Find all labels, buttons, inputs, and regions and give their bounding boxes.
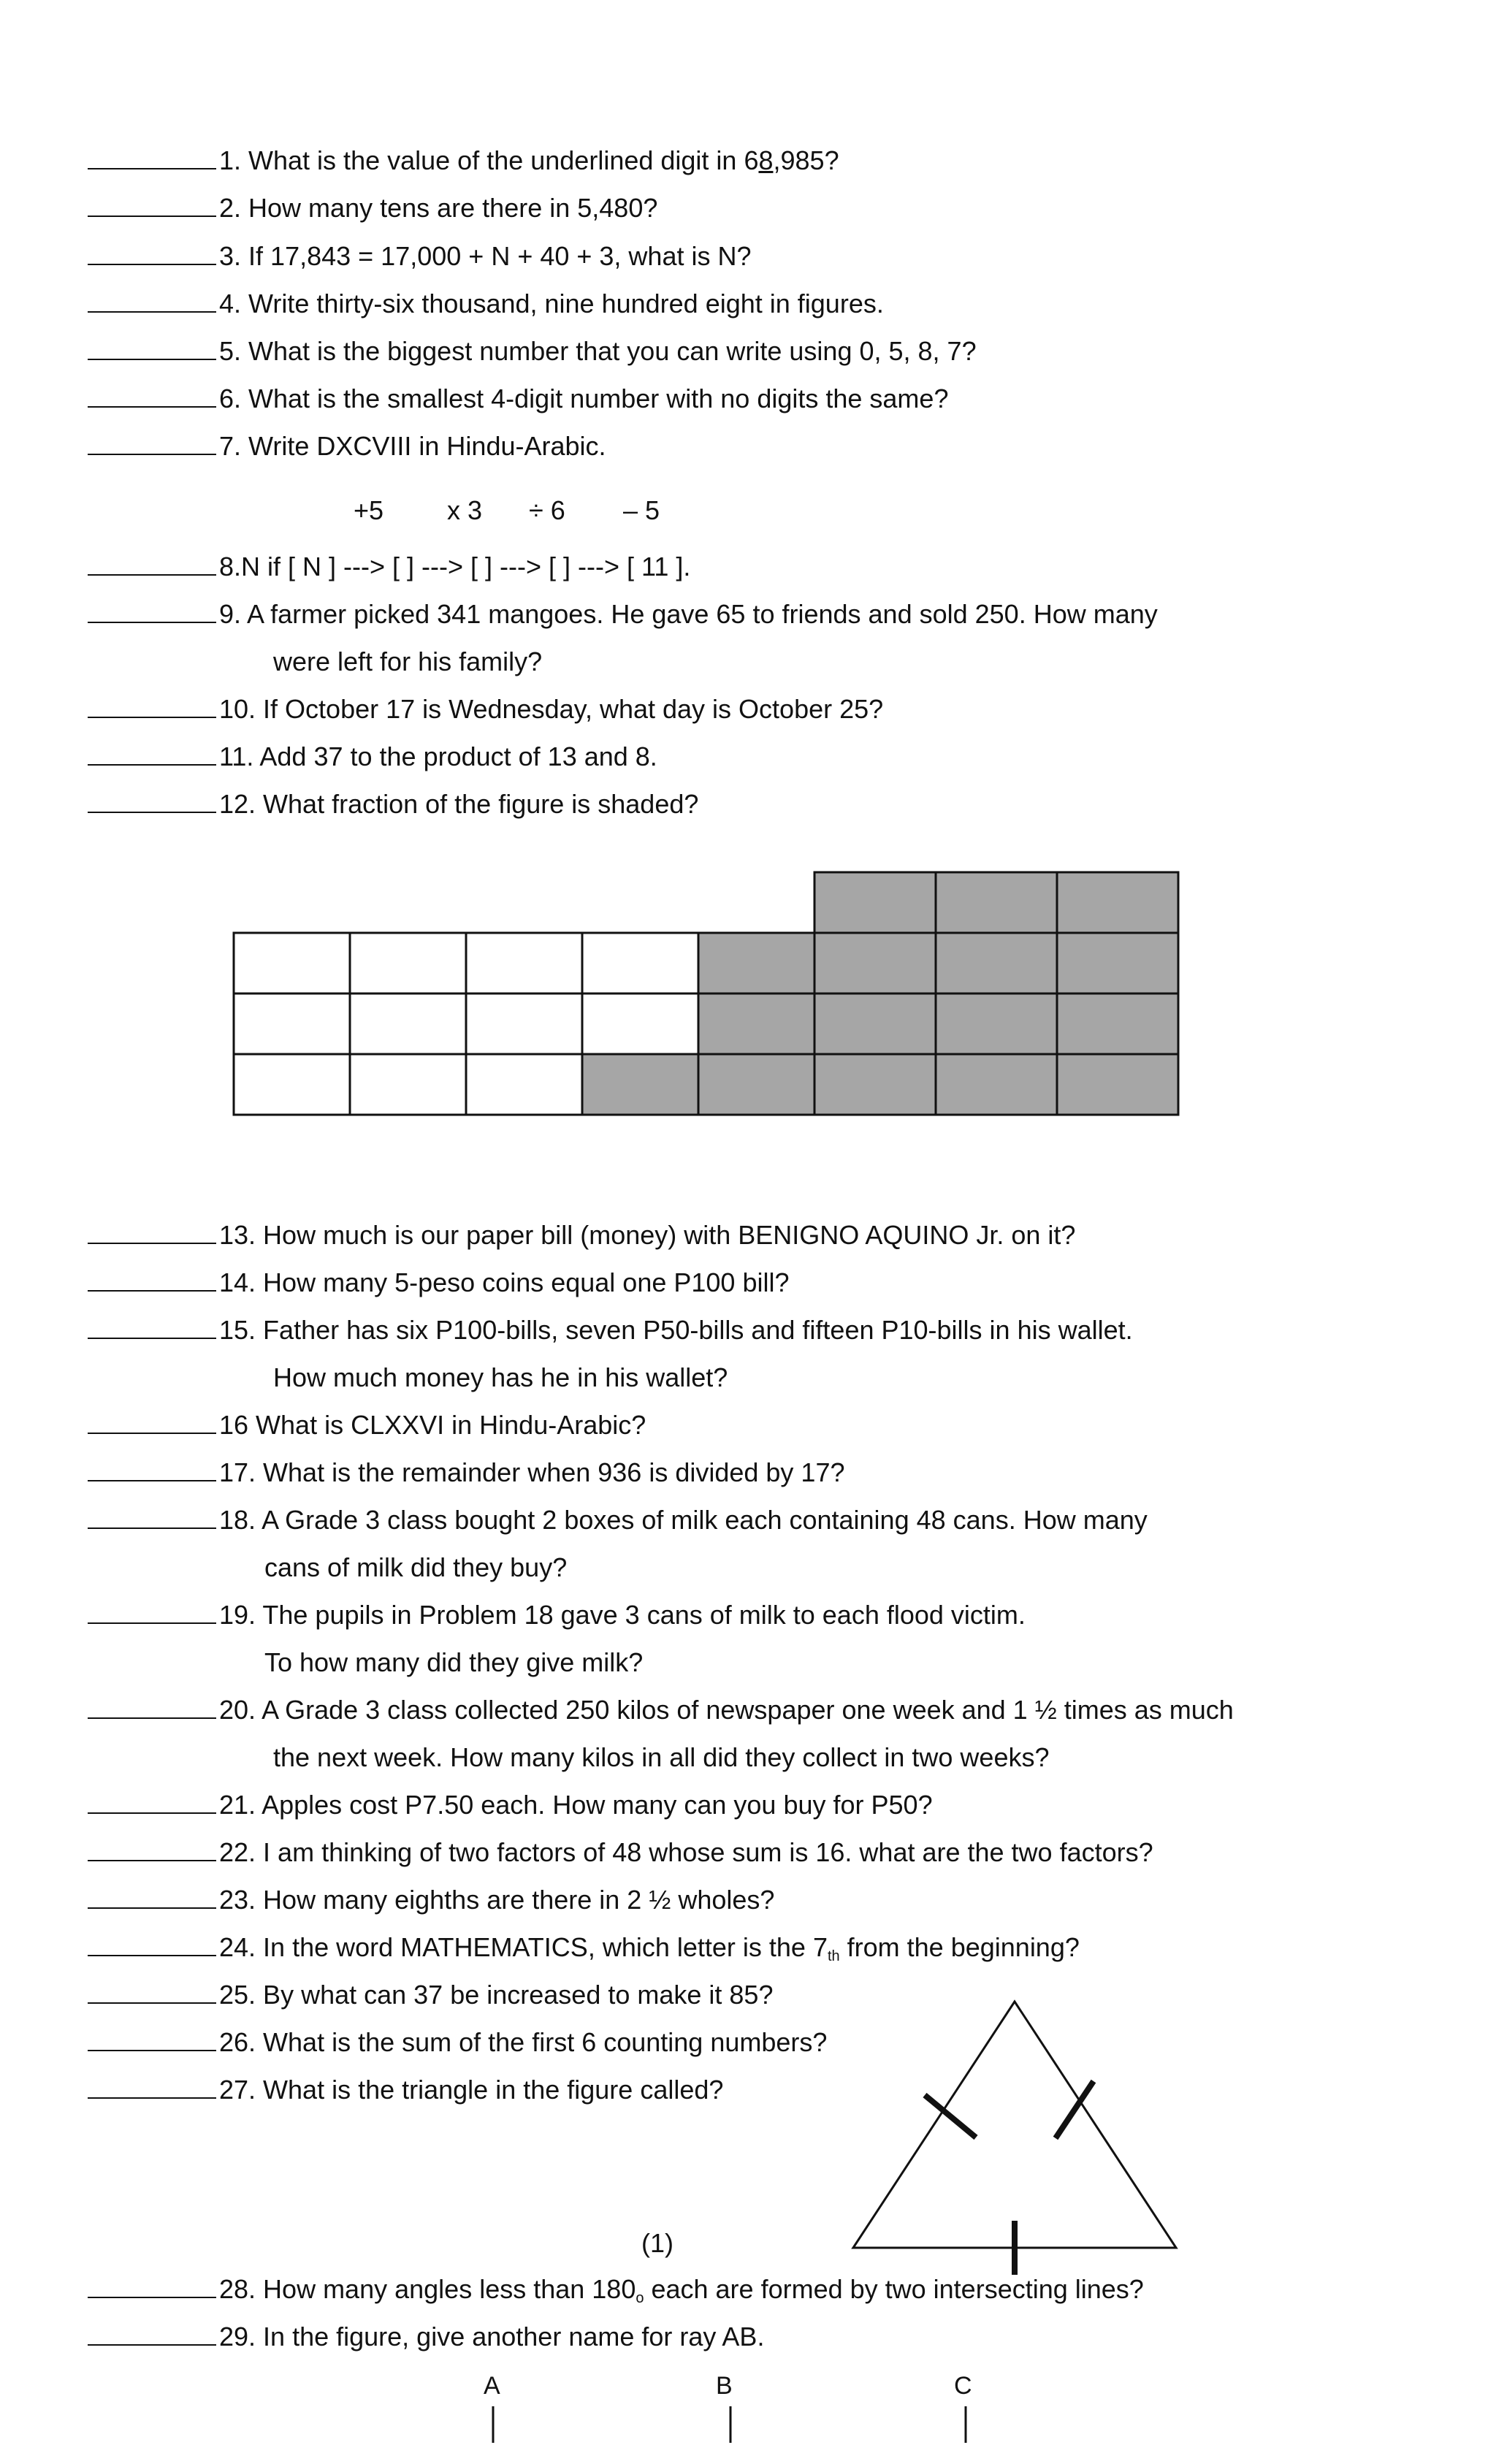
shaded-cell xyxy=(698,1054,814,1115)
answer-blank[interactable] xyxy=(88,1268,216,1292)
question-20-cont: the next week. How many kilos in all did they collect in two weeks? xyxy=(273,1742,1050,1772)
answer-blank[interactable] xyxy=(88,337,216,360)
answer-blank[interactable] xyxy=(88,1696,216,1719)
shaded-cell xyxy=(698,993,814,1054)
shaded-cell xyxy=(1057,933,1178,993)
unshaded-cell xyxy=(466,933,582,993)
shaded-cell xyxy=(582,1054,698,1115)
question-1: 1. What is the value of the underlined digit in 68,985? xyxy=(88,145,839,177)
question-13: 13. How much is our paper bill (money) with BENIGNO AQUINO Jr. on it? xyxy=(88,1219,1075,1251)
unshaded-cell xyxy=(582,933,698,993)
answer-blank[interactable] xyxy=(88,146,216,169)
unshaded-cell xyxy=(466,993,582,1054)
answer-blank[interactable] xyxy=(88,2275,216,2298)
tick-mark-left xyxy=(925,2095,976,2137)
question-5: 5. What is the biggest number that you can write using 0, 5, 8, 7? xyxy=(88,335,977,367)
answer-blank[interactable] xyxy=(88,194,216,217)
tick-mark-right xyxy=(1056,2081,1094,2138)
question-14: 14. How many 5-peso coins equal one P100 bill? xyxy=(88,1267,790,1299)
shaded-cell xyxy=(814,993,936,1054)
question-24: 24. In the word MATHEMATICS, which letter is the $7_{th}$ from the beginning? xyxy=(88,1931,1080,1972)
op-times3: x 3 xyxy=(447,495,483,525)
question-9: 9. A farmer picked 341 mangoes. He gave 65 to friends and sold 250. How many xyxy=(88,598,1158,630)
unshaded-cell xyxy=(350,993,466,1054)
question-15: 15. Father has six P100-bills, seven P50-bills and fifteen P10-bills in his wallet. xyxy=(88,1314,1133,1346)
unshaded-cell xyxy=(234,933,350,993)
answer-blank[interactable] xyxy=(88,2322,216,2346)
shaded-cell xyxy=(698,933,814,993)
question-10: 10. If October 17 is Wednesday, what day is October 25? xyxy=(88,693,883,725)
question-11: 11. Add 37 to the product of 13 and 8. xyxy=(88,741,657,773)
answer-blank[interactable] xyxy=(88,289,216,313)
unshaded-cell xyxy=(234,1054,350,1115)
answer-blank[interactable] xyxy=(88,600,216,623)
op-plus5: +5 xyxy=(354,495,384,525)
shaded-cell xyxy=(814,933,936,993)
question-18-cont: cans of milk did they buy? xyxy=(264,1552,568,1582)
point-b-label: B xyxy=(716,2372,733,2400)
question-12: 12. What fraction of the figure is shaded? xyxy=(88,788,698,820)
answer-blank[interactable] xyxy=(88,1790,216,1814)
question-19: 19. The pupils in Problem 18 gave 3 cans of milk to each flood victim. xyxy=(88,1599,1026,1631)
answer-blank[interactable] xyxy=(88,1980,216,2004)
question-9-cont: were left for his family? xyxy=(273,646,543,676)
answer-blank[interactable] xyxy=(88,552,216,576)
question-20: 20. A Grade 3 class collected 250 kilos of newspaper one week and 1 ½ times as much xyxy=(88,1694,1234,1726)
point-a-label: A xyxy=(484,2372,500,2400)
answer-blank[interactable] xyxy=(88,432,216,455)
answer-blank[interactable] xyxy=(88,1458,216,1481)
answer-blank[interactable] xyxy=(88,2028,216,2051)
answer-blank[interactable] xyxy=(88,1411,216,1434)
point-c-label: C xyxy=(954,2372,972,2400)
answer-blank[interactable] xyxy=(88,695,216,718)
shaded-cell xyxy=(1057,872,1178,933)
answer-blank[interactable] xyxy=(88,790,216,813)
op-minus5: – 5 xyxy=(623,495,660,525)
question-17: 17. What is the remainder when 936 is divided by 17? xyxy=(88,1457,845,1489)
question-25: 25. By what can 37 be increased to make it 85? xyxy=(88,1979,773,2011)
answer-blank[interactable] xyxy=(88,1933,216,1956)
shaded-cell xyxy=(936,993,1057,1054)
answer-blank[interactable] xyxy=(88,1885,216,1909)
question-6: 6. What is the smallest 4-digit number with no digits the same? xyxy=(88,383,948,415)
question-8: 8.N if [ N ] ---> [ ] ---> [ ] ---> [ ] ---> [ 11 ]. xyxy=(88,551,690,583)
question-15-cont: How much money has he in his wallet? xyxy=(273,1362,728,1392)
answer-blank[interactable] xyxy=(88,1316,216,1339)
shaded-cell xyxy=(1057,993,1178,1054)
question-22: 22. I am thinking of two factors of 48 whose sum is 16. what are the two factors? xyxy=(88,1836,1153,1869)
question-28: 28. How many angles less than $180_o$ each are formed by two intersecting lines? xyxy=(88,2273,1144,2314)
answer-blank[interactable] xyxy=(88,1838,216,1861)
answer-blank[interactable] xyxy=(88,1601,216,1624)
question-16: 16 What is CLXXVI in Hindu-Arabic? xyxy=(88,1409,646,1441)
answer-blank[interactable] xyxy=(88,2075,216,2099)
question-23: 23. How many eighths are there in 2 ½ wholes? xyxy=(88,1884,774,1916)
op-divide6: ÷ 6 xyxy=(529,495,565,525)
figure-caption: (1) xyxy=(641,2228,673,2258)
question-19-cont: To how many did they give milk? xyxy=(264,1647,644,1677)
question-18: 18. A Grade 3 class bought 2 boxes of milk each containing 48 cans. How many xyxy=(88,1504,1148,1536)
question-26: 26. What is the sum of the first 6 counting numbers? xyxy=(88,2026,827,2059)
answer-blank[interactable] xyxy=(88,242,216,265)
answer-blank[interactable] xyxy=(88,742,216,766)
unshaded-cell xyxy=(466,1054,582,1115)
shaded-cell xyxy=(814,1054,936,1115)
unshaded-cell xyxy=(350,1054,466,1115)
answer-blank[interactable] xyxy=(88,384,216,408)
shaded-cell xyxy=(936,933,1057,993)
unshaded-cell xyxy=(350,933,466,993)
question-21: 21. Apples cost P7.50 each. How many can you buy for P50? xyxy=(88,1789,933,1821)
answer-blank[interactable] xyxy=(88,1221,216,1244)
triangle-outline xyxy=(853,2002,1176,2248)
underlined-digit: 8 xyxy=(758,145,774,175)
question-4: 4. Write thirty-six thousand, nine hundred eight in figures. xyxy=(88,288,884,320)
answer-blank[interactable] xyxy=(88,1506,216,1529)
question-7: 7. Write DXCVIII in Hindu-Arabic. xyxy=(88,430,606,462)
question-2: 2. How many tens are there in 5,480? xyxy=(88,192,657,224)
shaded-cell xyxy=(936,1054,1057,1115)
question-29: 29. In the figure, give another name for ray AB. xyxy=(88,2321,764,2353)
question-27: 27. What is the triangle in the figure called? xyxy=(88,2074,723,2106)
shaded-cell xyxy=(1057,1054,1178,1115)
question-3: 3. If 17,843 = 17,000 + N + 40 + 3, what is N? xyxy=(88,240,752,272)
shaded-cell xyxy=(814,872,936,933)
unshaded-cell xyxy=(582,993,698,1054)
unshaded-cell xyxy=(234,993,350,1054)
shaded-cell xyxy=(936,872,1057,933)
